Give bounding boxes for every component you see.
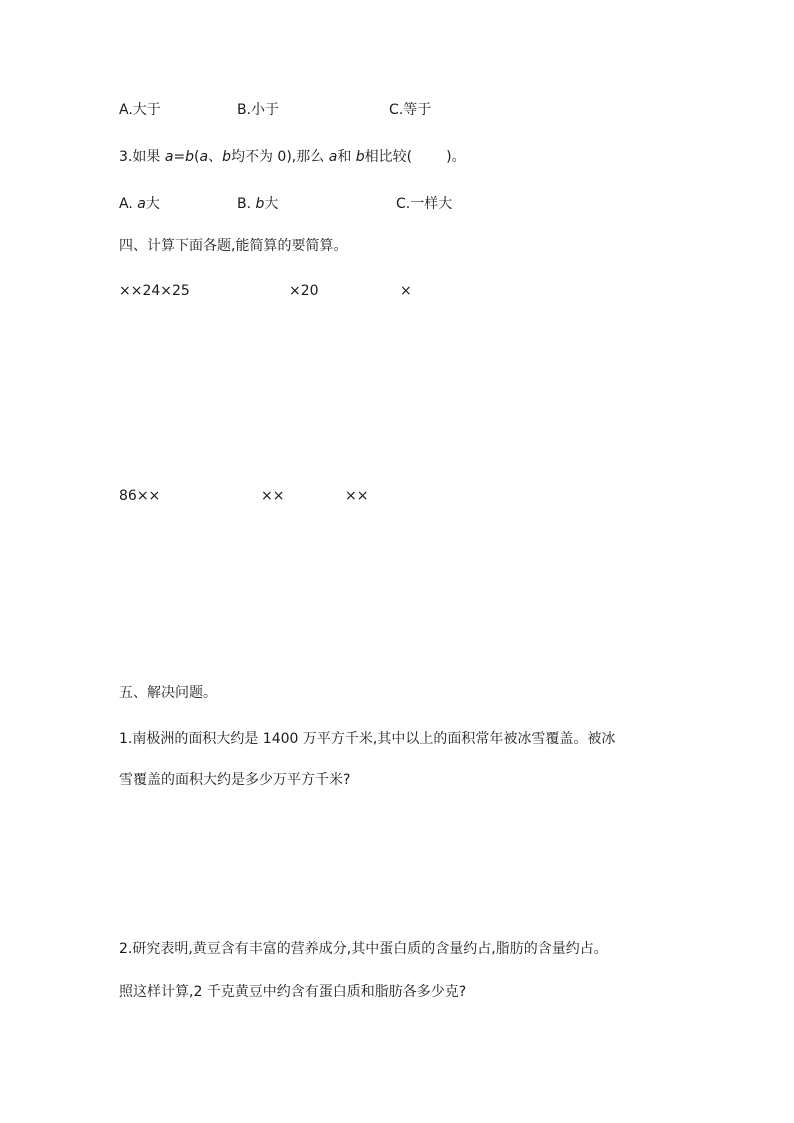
q3-option-a bbox=[119, 194, 160, 214]
q3-text-2: ( bbox=[194, 149, 200, 165]
q3-text-6: 相比较 bbox=[364, 149, 407, 165]
calc-expression: 86×× bbox=[119, 488, 161, 504]
q3-option-b bbox=[237, 194, 278, 214]
q3-option-b-prefix: B. bbox=[237, 196, 256, 212]
problem-1-line-1: 1.南极洲的面积大约是 1400 万平方千米,其中以上的面积常年被冰雪覆盖。被冰 bbox=[119, 731, 616, 747]
q3-var-b: b bbox=[222, 149, 231, 165]
calc-expression: ××24×25 bbox=[119, 283, 190, 299]
q3-var-b: b bbox=[185, 149, 195, 165]
section-4-title: 四、计算下面各题,能简算的要简算。 bbox=[119, 238, 348, 254]
section-5-title: 五、解决问题。 bbox=[119, 685, 217, 701]
q3-text-1: 3.如果 bbox=[119, 149, 165, 165]
q3-option-a-suffix: 大 bbox=[145, 196, 160, 212]
q3-option-b-suffix: 大 bbox=[264, 196, 279, 212]
problem-1-line-2: 雪覆盖的面积大约是多少万平方千米? bbox=[119, 772, 351, 788]
q2-option-c: C.等于 bbox=[389, 102, 432, 118]
q2-option-b: B.小于 bbox=[237, 102, 280, 118]
q3-option-a-var: a bbox=[137, 196, 146, 212]
problem-2-line-2: 照这样计算,2 千克黄豆中约含有蛋白质和脂肪各多少克? bbox=[119, 984, 467, 1000]
q3-var-b: b bbox=[355, 149, 365, 165]
q3-option-a-prefix: A. bbox=[119, 196, 138, 212]
q3-text-3: 、 bbox=[208, 149, 223, 165]
q3-var-a: a bbox=[199, 149, 209, 165]
q3-option-b-var: b bbox=[255, 196, 265, 212]
calc-expression: ×× bbox=[345, 488, 369, 504]
calc-expression: × bbox=[400, 283, 412, 299]
q3-var-a: a bbox=[164, 149, 174, 165]
problem-2-line-1: 2.研究表明,黄豆含有丰富的营养成分,其中蛋白质的含量约占,脂肪的含量约占。 bbox=[119, 941, 608, 957]
q3-text-5: 和 bbox=[337, 149, 356, 165]
q3-text-4: 均不为 0),那么 bbox=[230, 149, 329, 165]
calc-expression: ×× bbox=[261, 488, 285, 504]
q3-question bbox=[119, 147, 466, 167]
q3-paren-close: )。 bbox=[446, 149, 466, 165]
q3-option-c: C.一样大 bbox=[396, 196, 453, 212]
q3-var-a: a bbox=[328, 149, 338, 165]
q3-equals: = bbox=[173, 149, 186, 165]
q3-paren-open: ( bbox=[406, 149, 413, 165]
calc-expression: ×20 bbox=[289, 283, 319, 299]
q2-option-a: A.大于 bbox=[119, 102, 161, 118]
